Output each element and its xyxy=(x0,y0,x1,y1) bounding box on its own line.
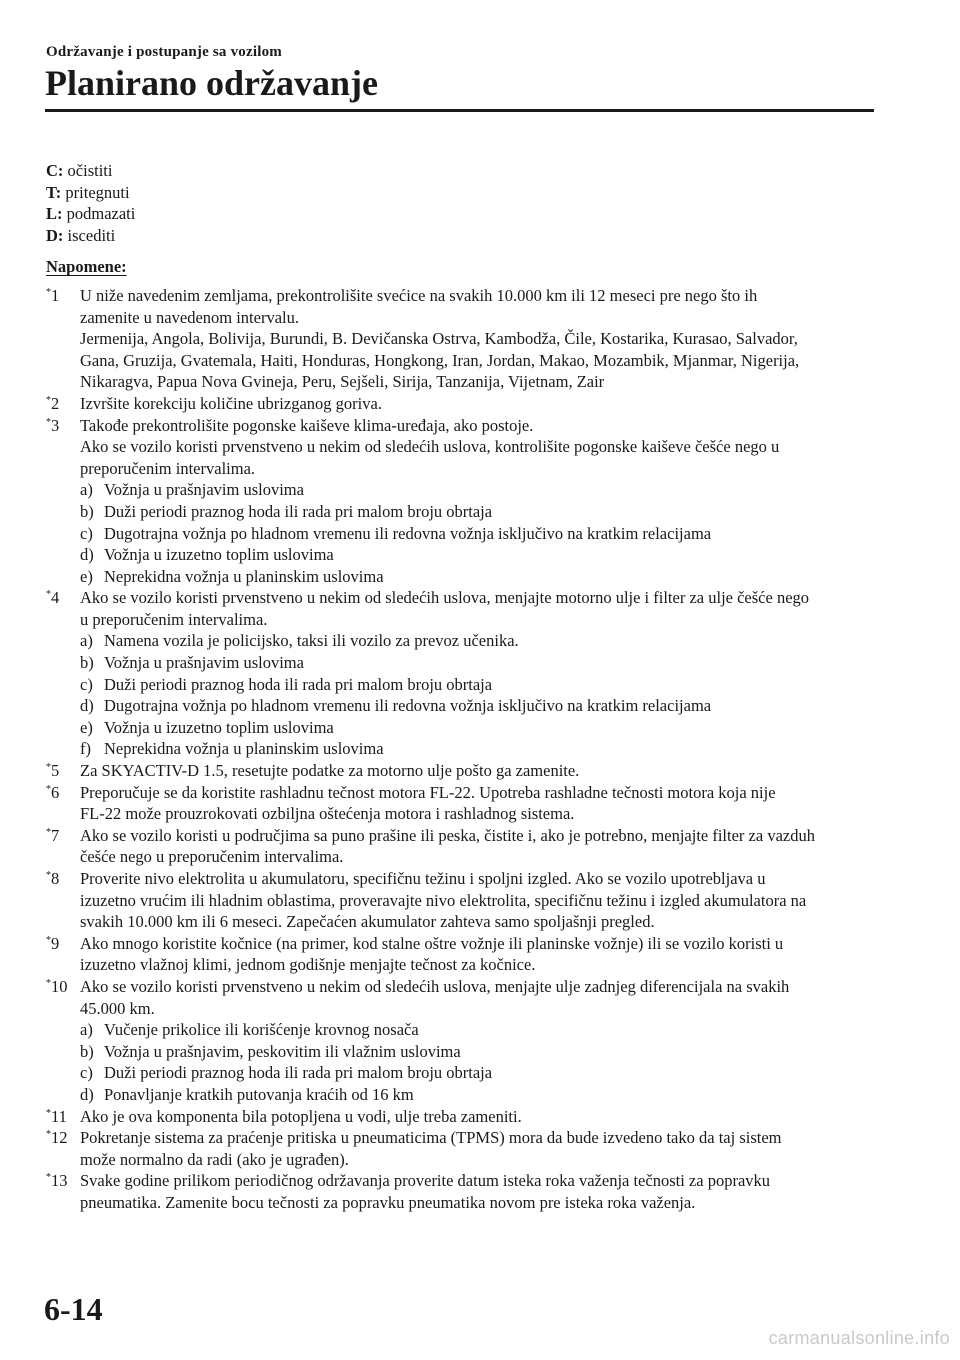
note-sub-item xyxy=(80,523,876,545)
note-line: Gana, Gruzija, Gvatemala, Haiti, Honduras, Hongkong, Iran, Jordan, Makao, Mozambik, Mjanmar, Nigerija, xyxy=(80,350,800,370)
note-number xyxy=(46,587,59,609)
note-asterisk: * xyxy=(46,977,51,989)
sub-item-letter: f) xyxy=(80,739,91,759)
note-line: pneumatika. Zamenite bocu tečnosti za popravku pneumatika novom pre isteka roka važenja. xyxy=(80,1192,696,1212)
note-item xyxy=(46,415,876,588)
notes-list xyxy=(46,285,876,1214)
sub-item-text: Vožnja u prašnjavim uslovima xyxy=(104,653,304,673)
note-line: Ako se vozilo koristi prvenstveno u nekim od sledećih uslova, menjajte motorno ulje i filter za ulje češće nego xyxy=(80,588,810,608)
legend xyxy=(46,160,876,246)
sub-item-text: Vožnja u izuzetno toplim uslovima xyxy=(104,545,334,565)
note-number xyxy=(46,285,59,307)
note-item xyxy=(46,976,876,1106)
note-asterisk: * xyxy=(46,416,51,428)
note-number-value: 8 xyxy=(51,869,60,888)
sub-item-text: Namena vozila je policijsko, taksi ili vozilo za prevoz učenika. xyxy=(104,631,519,651)
sub-item-letter: c) xyxy=(80,1063,93,1083)
note-item xyxy=(46,587,876,760)
sub-item-text: Neprekidna vožnja u planinskim uslovima xyxy=(104,566,384,586)
sub-item-text: Vučenje prikolice ili korišćenje krovnog nosača xyxy=(104,1020,419,1040)
watermark: carmanualsonline.info xyxy=(768,1328,950,1348)
sub-item-text: Vožnja u prašnjavim, peskovitim ili vlažnim uslovima xyxy=(104,1041,461,1061)
sub-item-text: Duži periodi praznog hoda ili rada pri malom broju obrtaja xyxy=(104,674,493,694)
sub-item-letter: c) xyxy=(80,523,93,543)
note-asterisk: * xyxy=(46,1172,51,1184)
note-number-value: 3 xyxy=(51,415,60,435)
note-item xyxy=(46,1127,876,1170)
note-sub-item xyxy=(80,566,876,588)
legend-key: D: xyxy=(46,225,64,245)
sub-item-letter: a) xyxy=(80,1020,93,1040)
note-line: Preporučuje se da koristite rashladnu tečnost motora FL-22. Upotreba rashladne tečnosti motora koja nije xyxy=(80,782,776,802)
sub-item-text: Ponavljanje kratkih putovanja kraćih od 16 km xyxy=(104,1084,414,1104)
note-sub-item xyxy=(80,738,876,760)
note-line: Proverite nivo elektrolita u akumulatoru, specifičnu težinu i spoljni izgled. Ako se vozilo upotrebljava u xyxy=(80,869,766,888)
page-content xyxy=(46,160,876,1214)
note-sub-item xyxy=(80,695,876,717)
note-item xyxy=(46,933,876,976)
note-line: Za SKYACTIV-D 1.5, resetujte podatke za motorno ulje pošto ga zamenite. xyxy=(80,761,580,781)
note-line: Ako je ova komponenta bila potopljena u vodi, ulje treba zameniti. xyxy=(80,1106,522,1126)
sub-item-text: Vožnja u prašnjavim uslovima xyxy=(104,480,304,500)
note-asterisk: * xyxy=(46,286,51,298)
note-item xyxy=(46,393,876,415)
note-number xyxy=(46,976,68,998)
sub-item-letter: a) xyxy=(80,631,93,651)
note-sub-item xyxy=(80,1019,876,1041)
legend-row xyxy=(46,160,876,182)
legend-key: T: xyxy=(46,182,62,202)
note-line: može normalno da radi (ako je ugrađen). xyxy=(80,1149,349,1169)
note-asterisk: * xyxy=(46,783,51,795)
sub-item-letter: e) xyxy=(80,717,93,737)
note-line: Svake godine prilikom periodičnog održavanja proverite datum isteka roka važenja tečnosti za popravku xyxy=(80,1171,771,1191)
note-number xyxy=(46,415,59,437)
note-sub-item xyxy=(80,501,876,523)
note-number xyxy=(46,1170,68,1192)
legend-key: C: xyxy=(46,161,64,180)
note-line: 45.000 km. xyxy=(80,998,155,1018)
note-number-value: 10 xyxy=(51,976,68,996)
legend-key: L: xyxy=(46,204,63,224)
note-number-value: 1 xyxy=(51,285,60,305)
note-line: Takođe prekontrolišite pogonske kaiševe klima-uređaja, ako postoje. xyxy=(80,415,534,435)
note-sub-item xyxy=(80,479,876,501)
sub-item-text: Neprekidna vožnja u planinskim uslovima xyxy=(104,739,384,759)
sub-item-letter: a) xyxy=(80,480,93,500)
note-number-value: 12 xyxy=(51,1128,68,1148)
title-rule xyxy=(45,109,874,112)
sub-item-text: Dugotrajna vožnja po hladnom vremenu ili redovna vožnja isključivo na kratkim relacijama xyxy=(104,696,712,716)
note-sub-item xyxy=(80,544,876,566)
note-number-value: 4 xyxy=(51,588,60,608)
note-line: preporučenim intervalima. xyxy=(80,458,256,478)
note-line: izuzetno vlažnoj klimi, jednom godišnje menjajte tečnost za kočnice. xyxy=(80,955,536,975)
note-line: FL-22 može prouzrokovati ozbiljna oštećenja motora i rashladnog sistema. xyxy=(80,804,575,824)
sub-item-text: Duži periodi praznog hoda ili rada pri malom broju obrtaja xyxy=(104,501,493,521)
legend-text: očistiti xyxy=(67,161,113,180)
note-number xyxy=(46,393,59,415)
sub-item-letter: b) xyxy=(80,1041,94,1061)
section-title: Održavanje i postupanje sa vozilom xyxy=(46,44,282,60)
note-line: U niže navedenim zemljama, prekontrolišite svećice na svakih 10.000 km ili 12 meseci pre nego što ih xyxy=(80,285,758,305)
note-number-value: 13 xyxy=(51,1171,68,1191)
note-sub-item xyxy=(80,630,876,652)
note-line: Jermenija, Angola, Bolivija, Burundi, B. Devičanska Ostrva, Kambodža, Čile, Kostarika, Kurasao, Salvador, xyxy=(80,329,798,349)
note-number xyxy=(46,825,59,847)
sub-item-letter: d) xyxy=(80,696,94,716)
note-item xyxy=(46,782,876,825)
sub-item-letter: b) xyxy=(80,653,94,673)
sub-item-letter: e) xyxy=(80,566,93,586)
note-line: izuzetno vrućim ili hladnim oblastima, proveravajte nivo elektrolita, specifičnu težinu i izgled akumulatora na xyxy=(80,890,807,910)
note-line: Ako se vozilo koristi u područjima sa puno prašine ili peska, čistite i, ako je potrebno, menjajte filter za vazduh xyxy=(80,825,815,845)
note-asterisk: * xyxy=(46,589,51,601)
sub-item-letter: d) xyxy=(80,545,94,565)
note-line: Ako se vozilo koristi prvenstveno u nekim od sledećih uslova, menjajte ulje zadnjeg diferencijala na svakih xyxy=(80,976,790,996)
page-title: Planirano održavanje xyxy=(45,63,378,103)
note-sub-item xyxy=(80,1062,876,1084)
note-line: Nikaragva, Papua Nova Gvineja, Peru, Sejšeli, Sirija, Tanzanija, Vijetnam, Zair xyxy=(80,372,605,392)
note-asterisk: * xyxy=(46,934,51,946)
note-sub-item xyxy=(80,674,876,696)
legend-row xyxy=(46,225,876,247)
legend-text: pritegnuti xyxy=(65,182,130,202)
note-line: svakih 10.000 km ili 6 meseci. Zapečaćen akumulator zahteva samo spoljašnji pregled. xyxy=(80,912,655,932)
note-sub-item xyxy=(80,652,876,674)
sub-item-text: Dugotrajna vožnja po hladnom vremenu ili redovna vožnja isključivo na kratkim relacijama xyxy=(104,523,712,543)
note-item xyxy=(46,1106,876,1128)
note-asterisk: * xyxy=(46,870,51,881)
note-sub-item xyxy=(80,1041,876,1063)
notes-heading: Napomene: xyxy=(46,257,127,277)
legend-text: podmazati xyxy=(66,204,136,224)
note-item xyxy=(46,760,876,782)
note-asterisk: * xyxy=(46,826,51,838)
note-number-value: 9 xyxy=(51,933,60,953)
note-line: češće nego u preporučenim intervalima. xyxy=(80,847,344,867)
note-asterisk: * xyxy=(46,394,51,406)
note-sub-item xyxy=(80,1084,876,1106)
legend-text: iscediti xyxy=(67,225,116,245)
note-number-value: 5 xyxy=(51,761,60,781)
note-number xyxy=(46,782,59,804)
legend-row xyxy=(46,203,876,225)
note-item xyxy=(46,868,876,933)
sub-item-letter: b) xyxy=(80,501,94,521)
note-item xyxy=(46,1170,876,1213)
sub-item-text: Vožnja u izuzetno toplim uslovima xyxy=(104,717,334,737)
note-line: Ako mnogo koristite kočnice (na primer, kod stalne oštre vožnje ili planinske vožnje) ili se vozilo koristi u xyxy=(80,933,784,953)
sub-item-text: Duži periodi praznog hoda ili rada pri malom broju obrtaja xyxy=(104,1063,493,1083)
note-number xyxy=(46,760,59,782)
note-number-value: 7 xyxy=(51,825,60,845)
note-number xyxy=(46,933,59,955)
note-number xyxy=(46,868,59,890)
note-number xyxy=(46,1127,68,1149)
note-asterisk: * xyxy=(46,1129,51,1141)
page-number: 6-14 xyxy=(44,1291,103,1327)
sub-item-letter: d) xyxy=(80,1084,94,1104)
note-line: Izvršite korekciju količine ubrizganog goriva. xyxy=(80,393,382,413)
note-line: u preporučenim intervalima. xyxy=(80,609,268,629)
sub-item-letter: c) xyxy=(80,674,93,694)
note-number-value: 6 xyxy=(51,782,60,802)
note-line: zamenite u navedenom intervalu. xyxy=(80,307,299,327)
note-number xyxy=(46,1106,67,1128)
note-item xyxy=(46,285,876,393)
note-line: Pokretanje sistema za praćenje pritiska u pneumaticima (TPMS) mora da bude izvedeno tako da taj sistem xyxy=(80,1128,782,1148)
note-item xyxy=(46,825,876,868)
note-sub-item xyxy=(80,717,876,739)
note-line: Ako se vozilo koristi prvenstveno u nekim od sledećih uslova, kontrolišite pogonske kaiševe češće nego u xyxy=(80,437,780,457)
note-asterisk: * xyxy=(46,762,51,774)
note-asterisk: * xyxy=(46,1107,51,1119)
note-number-value: 11 xyxy=(51,1106,67,1126)
note-number-value: 2 xyxy=(51,393,60,413)
legend-row xyxy=(46,182,876,204)
